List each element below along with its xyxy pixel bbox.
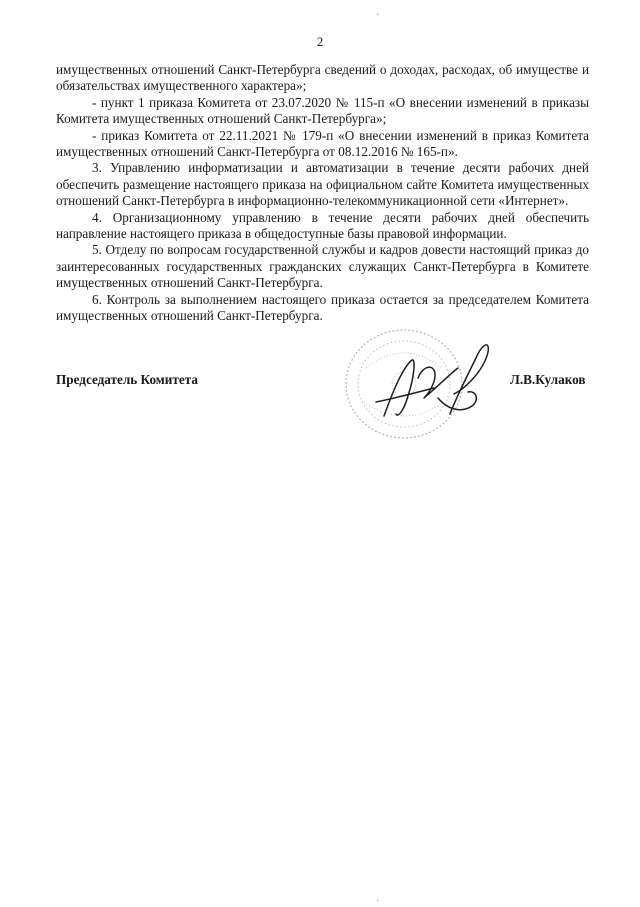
official-seal-and-signature: [326, 318, 506, 448]
paragraph-point-3: 3. Управлению информатизации и автоматизации в течение десяти рабочих дней обеспечить размещение настоящего приказа на официальном сайте Комитета имущественных отношений Санкт-Петербурга в информационно-телекоммуникационной сети «Интернет».: [56, 160, 589, 209]
scan-artifact: ·: [376, 10, 380, 21]
signatory-title: Председатель Комитета: [56, 372, 198, 387]
paragraph-point-5: 5. Отделу по вопросам государственной службы и кадров довести настоящий приказ до заинтересованных государственных гражданских служащих Санкт-Петербурга в Комитете имущественных отношений Санкт-Петербурга.: [56, 242, 589, 291]
paragraph-point-6: 6. Контроль за выполнением настоящего приказа остается за председателем Комитета имущественных отношений Санкт-Петербурга.: [56, 291, 589, 324]
paragraph-point-4: 4. Организационному управлению в течение десяти рабочих дней обеспечить направление настоящего приказа в общедоступные базы правовой информации.: [56, 209, 589, 242]
paragraph-item-order-115: - пункт 1 приказа Комитета от 23.07.2020 № 115-п «О внесении изменений в приказы Комитета имущественных отношений Санкт-Петербурга»;: [56, 94, 589, 127]
scan-artifact: ·: [376, 896, 380, 907]
paragraph-item-order-179: - приказ Комитета от 22.11.2021 № 179-п «О внесении изменений в приказ Комитета имущественных отношений Санкт-Петербурга от 08.12.2016 № 165-п».: [56, 127, 589, 160]
handwritten-signature: [376, 345, 488, 416]
page-number: 2: [316, 34, 324, 49]
official-seal: [346, 330, 462, 438]
document-body: [56, 62, 589, 325]
signatory-name: Л.В.Кулаков: [510, 372, 586, 387]
paragraph-continuation: имущественных отношений Санкт-Петербурга сведений о доходах, расходах, об имуществе и обязательствах имущественного характера»;: [56, 62, 589, 94]
